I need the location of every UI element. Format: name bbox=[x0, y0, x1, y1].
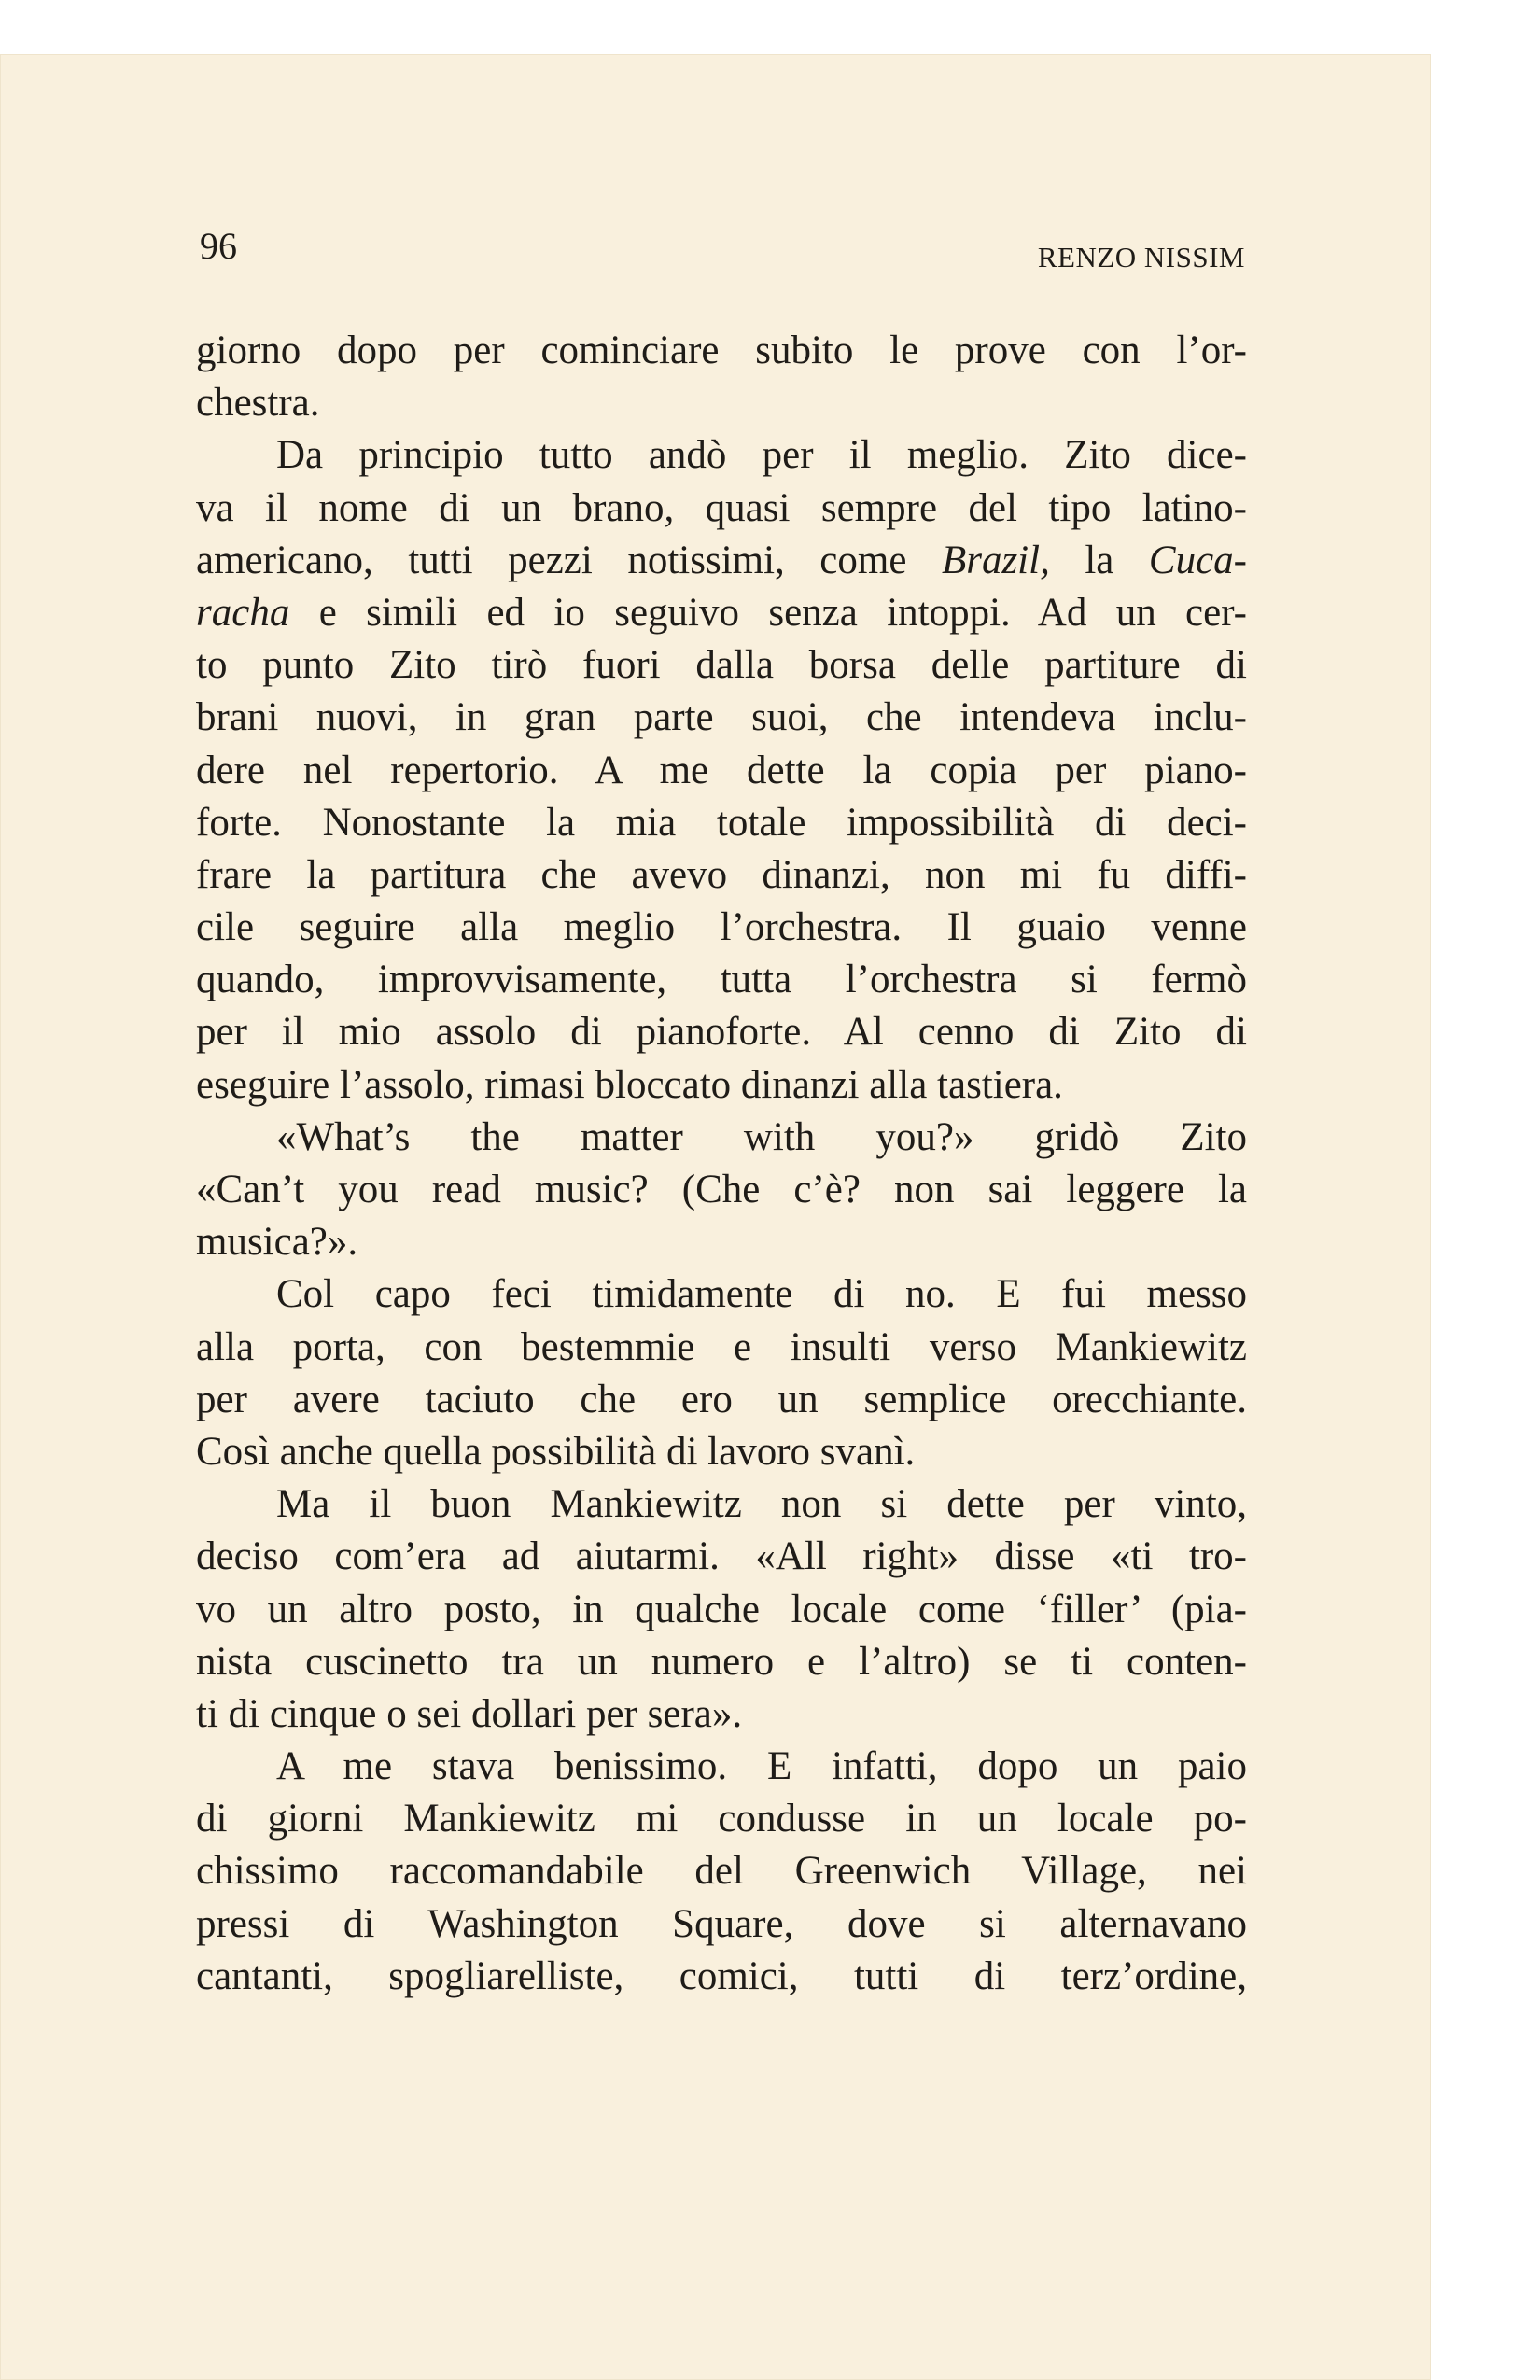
italic-title: racha bbox=[196, 590, 290, 635]
text-line: musica?». bbox=[196, 1220, 358, 1265]
page-header bbox=[200, 224, 1245, 280]
text-line: brani nuovi, in gran parte suoi, che intendeva inclu- bbox=[196, 695, 1247, 740]
text-line: forte. Nonostante la mia totale impossibilità di deci- bbox=[196, 800, 1247, 845]
text-line: «What’s the matter with you?» gridò Zito bbox=[276, 1114, 1247, 1159]
text-line: va il nome di un brano, quasi sempre del tipo latino- bbox=[196, 485, 1247, 530]
text-run: americano, tutti pezzi notissimi, come bbox=[196, 538, 942, 582]
text-line: cantanti, spogliarelliste, comici, tutti di terz’ordine, bbox=[196, 1953, 1247, 1998]
italic-title: Cuca- bbox=[1148, 538, 1247, 582]
text-line: quando, improvvisamente, tutta l’orchestra si fermò bbox=[196, 958, 1247, 1002]
text-line bbox=[196, 587, 1247, 639]
text-line: eseguire l’assolo, rimasi bloccato dinanzi alla tastiera. bbox=[196, 1062, 1063, 1107]
italic-title: Brazil, bbox=[941, 538, 1050, 582]
text-line: vo un altro posto, in qualche locale come ‘filler’ (pia- bbox=[196, 1587, 1247, 1631]
text-line: ti di cinque o sei dollari per sera». bbox=[196, 1691, 743, 1736]
running-head: RENZO NISSIM bbox=[1037, 241, 1245, 273]
text-line: dere nel repertorio. A me dette la copia per piano- bbox=[196, 748, 1247, 792]
text-line: chestra. bbox=[196, 381, 320, 426]
text-line: alla porta, con bestemmie e insulti verso Mankiewitz bbox=[196, 1324, 1247, 1369]
text-line: deciso com’era ad aiutarmi. «All right» disse «ti tro- bbox=[196, 1534, 1247, 1579]
text-line: Ma il buon Mankiewitz non si dette per vinto, bbox=[276, 1482, 1247, 1527]
text-line: A me stava benissimo. E infatti, dopo un paio bbox=[276, 1744, 1247, 1789]
text-line: Da principio tutto andò per il meglio. Zito dice- bbox=[276, 433, 1247, 478]
text-line: pressi di Washington Square, dove si alternavano bbox=[196, 1901, 1247, 1946]
text-line: to punto Zito tirò fuori dalla borsa delle partiture di bbox=[196, 643, 1247, 688]
text-line bbox=[196, 535, 1247, 587]
text-line: Così anche quella possibilità di lavoro svanì. bbox=[196, 1429, 916, 1474]
text-run: la bbox=[1049, 538, 1149, 582]
text-line: di giorni Mankiewitz mi condusse in un locale po- bbox=[196, 1797, 1247, 1841]
page-number: 96 bbox=[200, 225, 237, 267]
text-line: Col capo feci timidamente di no. E fui messo bbox=[276, 1272, 1247, 1317]
text-run: e simili ed io seguivo senza intoppi. Ad un cer- bbox=[289, 590, 1247, 635]
text-line: giorno dopo per cominciare subito le prove con l’or- bbox=[196, 329, 1247, 372]
text-line: nista cuscinetto tra un numero e l’altro) se ti conten- bbox=[196, 1639, 1247, 1684]
text-line: frare la partitura che avevo dinanzi, non mi fu diffi- bbox=[196, 852, 1247, 897]
text-line: per il mio assolo di pianoforte. Al cenno di Zito di bbox=[196, 1010, 1247, 1055]
text-line: «Can’t you read music? (Che c’è? non sai leggere la bbox=[196, 1168, 1247, 1211]
body-text bbox=[196, 325, 1247, 2003]
text-line: chissimo raccomandabile del Greenwich Village, nei bbox=[196, 1849, 1247, 1894]
text-line: cile seguire alla meglio l’orchestra. Il guaio venne bbox=[196, 905, 1247, 950]
text-line: per avere taciuto che ero un semplice orecchiante. bbox=[196, 1377, 1247, 1421]
